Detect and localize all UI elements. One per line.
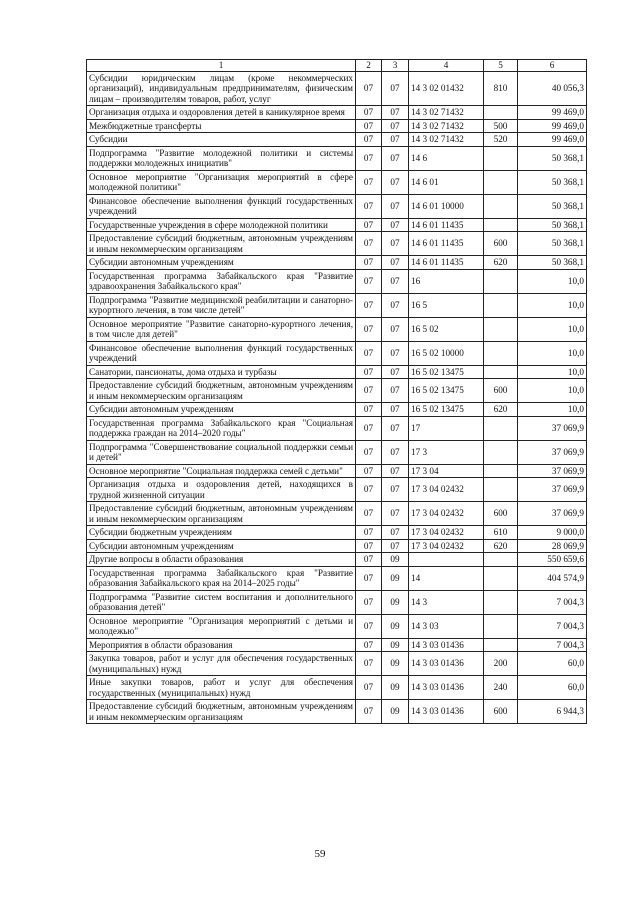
row-name: Предоставление субсидий бюджетным, автономным учреждениям и иным некоммерческим организациям <box>87 379 356 403</box>
row-target-article: 17 <box>409 416 484 440</box>
table-row <box>87 170 587 194</box>
row-subsection: 07 <box>382 440 409 464</box>
row-subsection: 07 <box>382 403 409 417</box>
row-name: Финансовое обеспечение выполнения функций государственных учреждений <box>87 194 356 218</box>
row-target-article: 16 5 02 10000 <box>409 341 484 365</box>
row-amount: 50 368,1 <box>518 218 587 232</box>
row-name: Предоставление субсидий бюджетным, автономным учреждениям и иным некоммерческим организациям <box>87 700 356 724</box>
row-expense-type: 200 <box>484 652 518 676</box>
row-target-article: 16 <box>409 269 484 293</box>
header-col-5: 5 <box>484 60 518 72</box>
row-section: 07 <box>356 317 382 341</box>
row-subsection: 07 <box>382 170 409 194</box>
row-expense-type <box>484 317 518 341</box>
header-col-3: 3 <box>382 60 409 72</box>
row-subsection: 07 <box>382 464 409 478</box>
table-row <box>87 638 587 652</box>
row-name: Организация отдыха и оздоровления детей, находящихся в трудной жизненной ситуации <box>87 478 356 502</box>
row-subsection: 09 <box>382 590 409 614</box>
row-target-article: 16 5 02 13475 <box>409 403 484 417</box>
row-name: Межбюджетные трансферты <box>87 119 356 133</box>
row-section: 07 <box>356 638 382 652</box>
row-name: Субсидии <box>87 133 356 147</box>
table-row <box>87 119 587 133</box>
row-target-article: 16 5 02 <box>409 317 484 341</box>
table-row <box>87 416 587 440</box>
row-target-article <box>409 553 484 567</box>
table-row <box>87 700 587 724</box>
row-expense-type: 240 <box>484 676 518 700</box>
row-expense-type: 520 <box>484 133 518 147</box>
row-expense-type: 500 <box>484 119 518 133</box>
row-amount: 404 574,9 <box>518 566 587 590</box>
row-name: Предоставление субсидий бюджетным, автономным учреждениям и иным некоммерческим организациям <box>87 232 356 256</box>
row-subsection: 07 <box>382 106 409 120</box>
row-section: 07 <box>356 71 382 106</box>
row-section: 07 <box>356 526 382 540</box>
row-amount: 50 368,1 <box>518 146 587 170</box>
row-subsection: 09 <box>382 676 409 700</box>
row-amount: 10,0 <box>518 269 587 293</box>
row-subsection: 09 <box>382 652 409 676</box>
table-row <box>87 133 587 147</box>
row-target-article: 17 3 04 02432 <box>409 539 484 553</box>
row-name: Субсидии юридическим лицам (кроме некоммерческих организаций), индивидуальным предпринимателям, физическим лицам – производителям товаров, работ, услуг <box>87 71 356 106</box>
row-target-article: 14 6 <box>409 146 484 170</box>
row-amount: 10,0 <box>518 379 587 403</box>
table-row <box>87 293 587 317</box>
row-subsection: 07 <box>382 526 409 540</box>
row-amount: 37 069,9 <box>518 416 587 440</box>
row-amount: 10,0 <box>518 403 587 417</box>
row-target-article: 14 <box>409 566 484 590</box>
row-expense-type <box>484 478 518 502</box>
row-subsection: 07 <box>382 478 409 502</box>
row-target-article: 14 6 01 <box>409 170 484 194</box>
table-row <box>87 539 587 553</box>
row-amount: 37 069,9 <box>518 464 587 478</box>
row-subsection: 07 <box>382 293 409 317</box>
row-section: 07 <box>356 502 382 526</box>
row-section: 07 <box>356 256 382 270</box>
row-section: 07 <box>356 341 382 365</box>
row-target-article: 17 3 04 02432 <box>409 502 484 526</box>
row-name: Подпрограмма "Совершенствование социальной поддержки семьи и детей" <box>87 440 356 464</box>
row-expense-type: 600 <box>484 700 518 724</box>
row-subsection: 09 <box>382 700 409 724</box>
row-section: 07 <box>356 119 382 133</box>
table-row <box>87 146 587 170</box>
row-name: Субсидии автономным учреждениям <box>87 539 356 553</box>
row-section: 07 <box>356 652 382 676</box>
row-section: 07 <box>356 464 382 478</box>
table-row <box>87 553 587 567</box>
table-row <box>87 341 587 365</box>
row-amount: 28 069,9 <box>518 539 587 553</box>
row-expense-type <box>484 440 518 464</box>
row-target-article: 17 3 04 <box>409 464 484 478</box>
row-expense-type <box>484 293 518 317</box>
table-row <box>87 365 587 379</box>
row-amount: 99 469,0 <box>518 119 587 133</box>
table-row <box>87 478 587 502</box>
table-row <box>87 106 587 120</box>
row-section: 07 <box>356 232 382 256</box>
row-subsection: 07 <box>382 317 409 341</box>
row-section: 07 <box>356 566 382 590</box>
row-amount: 10,0 <box>518 317 587 341</box>
row-subsection: 07 <box>382 232 409 256</box>
row-section: 07 <box>356 416 382 440</box>
row-name: Другие вопросы в области образования <box>87 553 356 567</box>
row-section: 07 <box>356 106 382 120</box>
row-target-article: 14 3 02 71432 <box>409 133 484 147</box>
row-name: Предоставление субсидий бюджетным, автономным учреждениям и иным некоммерческим организациям <box>87 502 356 526</box>
table-row <box>87 590 587 614</box>
header-col-1: 1 <box>87 60 356 72</box>
header-col-6: 6 <box>518 60 587 72</box>
table-row <box>87 566 587 590</box>
row-section: 07 <box>356 440 382 464</box>
row-name: Иные закупки товаров, работ и услуг для обеспечения государственных (муниципальных) нужд <box>87 676 356 700</box>
row-amount: 50 368,1 <box>518 232 587 256</box>
row-name: Субсидии бюджетным учреждениям <box>87 526 356 540</box>
table-row <box>87 403 587 417</box>
row-target-article: 14 6 01 11435 <box>409 256 484 270</box>
row-target-article: 14 6 01 10000 <box>409 194 484 218</box>
budget-table-sheet <box>86 59 586 724</box>
row-section: 07 <box>356 379 382 403</box>
row-section: 07 <box>356 676 382 700</box>
row-target-article: 14 3 03 <box>409 614 484 638</box>
table-row <box>87 317 587 341</box>
row-name: Финансовое обеспечение выполнения функций государственных учреждений <box>87 341 356 365</box>
row-expense-type <box>484 106 518 120</box>
row-amount: 6 944,3 <box>518 700 587 724</box>
row-name: Государственные учреждения в сфере молодежной политики <box>87 218 356 232</box>
table-row <box>87 71 587 106</box>
row-subsection: 07 <box>382 341 409 365</box>
row-name: Государственная программа Забайкальского края "Социальная поддержка граждан на 2014–2020 годы" <box>87 416 356 440</box>
row-name: Мероприятия в области образования <box>87 638 356 652</box>
row-target-article: 16 5 02 13475 <box>409 379 484 403</box>
row-expense-type: 600 <box>484 379 518 403</box>
table-row <box>87 232 587 256</box>
row-amount: 7 004,3 <box>518 590 587 614</box>
row-section: 07 <box>356 146 382 170</box>
table-row <box>87 652 587 676</box>
row-subsection: 07 <box>382 256 409 270</box>
row-amount: 60,0 <box>518 676 587 700</box>
row-expense-type <box>484 146 518 170</box>
row-name: Основное мероприятие "Социальная поддержка семей с детьми" <box>87 464 356 478</box>
row-expense-type <box>484 218 518 232</box>
table-row <box>87 676 587 700</box>
row-section: 07 <box>356 218 382 232</box>
row-target-article: 14 6 01 11435 <box>409 232 484 256</box>
row-amount: 10,0 <box>518 341 587 365</box>
row-section: 07 <box>356 269 382 293</box>
row-target-article: 14 3 02 01432 <box>409 71 484 106</box>
row-target-article: 14 3 03 01436 <box>409 652 484 676</box>
row-name: Государственная программа Забайкальского края "Развитие здравоохранения Забайкальского края" <box>87 269 356 293</box>
header-col-2: 2 <box>356 60 382 72</box>
page-number: 59 <box>314 848 326 860</box>
row-subsection: 07 <box>382 269 409 293</box>
table-row <box>87 440 587 464</box>
row-name: Организация отдыха и оздоровления детей в каникулярное время <box>87 106 356 120</box>
row-name: Основное мероприятие "Развитие санаторно-курортного лечения, в том числе для детей" <box>87 317 356 341</box>
row-subsection: 07 <box>382 133 409 147</box>
row-amount: 60,0 <box>518 652 587 676</box>
row-section: 07 <box>356 553 382 567</box>
row-expense-type <box>484 553 518 567</box>
row-amount: 40 056,3 <box>518 71 587 106</box>
header-col-4: 4 <box>409 60 484 72</box>
row-amount: 7 004,3 <box>518 638 587 652</box>
row-target-article: 17 3 04 02432 <box>409 526 484 540</box>
row-expense-type: 610 <box>484 526 518 540</box>
row-expense-type <box>484 365 518 379</box>
table-row <box>87 464 587 478</box>
table-row <box>87 379 587 403</box>
row-amount: 7 004,3 <box>518 614 587 638</box>
header-row <box>87 60 587 72</box>
row-subsection: 07 <box>382 539 409 553</box>
table-row <box>87 194 587 218</box>
row-expense-type <box>484 269 518 293</box>
row-subsection: 09 <box>382 553 409 567</box>
table-row <box>87 614 587 638</box>
row-expense-type <box>484 590 518 614</box>
row-section: 07 <box>356 133 382 147</box>
row-section: 07 <box>356 365 382 379</box>
row-subsection: 09 <box>382 566 409 590</box>
row-subsection: 09 <box>382 614 409 638</box>
row-expense-type: 600 <box>484 232 518 256</box>
row-name: Государственная программа Забайкальского края "Развитие образования Забайкальского края на 2014–2025 годы" <box>87 566 356 590</box>
row-expense-type <box>484 464 518 478</box>
row-target-article: 14 3 03 01436 <box>409 638 484 652</box>
row-target-article: 17 3 <box>409 440 484 464</box>
row-target-article: 14 3 03 01436 <box>409 676 484 700</box>
row-subsection: 07 <box>382 416 409 440</box>
row-target-article: 16 5 02 13475 <box>409 365 484 379</box>
row-amount: 550 659,6 <box>518 553 587 567</box>
row-section: 07 <box>356 539 382 553</box>
row-expense-type <box>484 170 518 194</box>
row-subsection: 07 <box>382 218 409 232</box>
table-row <box>87 269 587 293</box>
row-name: Основное мероприятие "Организация мероприятий в сфере молодежной политики" <box>87 170 356 194</box>
row-amount: 99 469,0 <box>518 106 587 120</box>
table-row <box>87 256 587 270</box>
row-section: 07 <box>356 590 382 614</box>
budget-table <box>86 59 587 724</box>
row-expense-type: 620 <box>484 539 518 553</box>
row-amount: 50 368,1 <box>518 170 587 194</box>
row-name: Подпрограмма "Развитие систем воспитания и дополнительного образования детей" <box>87 590 356 614</box>
row-expense-type <box>484 614 518 638</box>
row-amount: 37 069,9 <box>518 440 587 464</box>
row-name: Подпрограмма "Развитие медицинской реабилитации и санаторно-курортного лечения, в том числе детей" <box>87 293 356 317</box>
row-section: 07 <box>356 293 382 317</box>
row-expense-type <box>484 194 518 218</box>
row-name: Основное мероприятие "Организация мероприятий с детьми и молодежью" <box>87 614 356 638</box>
row-subsection: 07 <box>382 119 409 133</box>
row-section: 07 <box>356 478 382 502</box>
row-expense-type: 620 <box>484 256 518 270</box>
row-section: 07 <box>356 614 382 638</box>
table-row <box>87 218 587 232</box>
row-target-article: 14 3 02 71432 <box>409 106 484 120</box>
row-name: Санатории, пансионаты, дома отдыха и турбазы <box>87 365 356 379</box>
row-amount: 50 368,1 <box>518 194 587 218</box>
row-amount: 10,0 <box>518 293 587 317</box>
row-section: 07 <box>356 403 382 417</box>
row-expense-type: 810 <box>484 71 518 106</box>
table-body <box>87 71 587 724</box>
row-expense-type <box>484 341 518 365</box>
row-expense-type: 620 <box>484 403 518 417</box>
row-subsection: 07 <box>382 365 409 379</box>
row-amount: 99 469,0 <box>518 133 587 147</box>
row-amount: 37 069,9 <box>518 502 587 526</box>
row-name: Подпрограмма "Развитие молодежной политики и системы поддержки молодежных инициатив" <box>87 146 356 170</box>
row-name: Субсидии автономным учреждениям <box>87 403 356 417</box>
row-subsection: 07 <box>382 379 409 403</box>
row-amount: 37 069,9 <box>518 478 587 502</box>
row-amount: 10,0 <box>518 365 587 379</box>
row-section: 07 <box>356 194 382 218</box>
row-name: Субсидии автономным учреждениям <box>87 256 356 270</box>
table-row <box>87 526 587 540</box>
row-target-article: 14 6 01 11435 <box>409 218 484 232</box>
row-target-article: 17 3 04 02432 <box>409 478 484 502</box>
row-subsection: 07 <box>382 502 409 526</box>
row-subsection: 09 <box>382 638 409 652</box>
row-section: 07 <box>356 170 382 194</box>
row-target-article: 14 3 <box>409 590 484 614</box>
row-expense-type <box>484 638 518 652</box>
row-expense-type: 600 <box>484 502 518 526</box>
row-target-article: 14 3 03 01436 <box>409 700 484 724</box>
row-expense-type <box>484 566 518 590</box>
table-row <box>87 502 587 526</box>
row-target-article: 14 3 02 71432 <box>409 119 484 133</box>
row-target-article: 16 5 <box>409 293 484 317</box>
row-section: 07 <box>356 700 382 724</box>
row-expense-type <box>484 416 518 440</box>
row-subsection: 07 <box>382 146 409 170</box>
row-amount: 9 000,0 <box>518 526 587 540</box>
row-amount: 50 368,1 <box>518 256 587 270</box>
row-name: Закупка товаров, работ и услуг для обеспечения государственных (муниципальных) нужд <box>87 652 356 676</box>
row-subsection: 07 <box>382 194 409 218</box>
row-subsection: 07 <box>382 71 409 106</box>
